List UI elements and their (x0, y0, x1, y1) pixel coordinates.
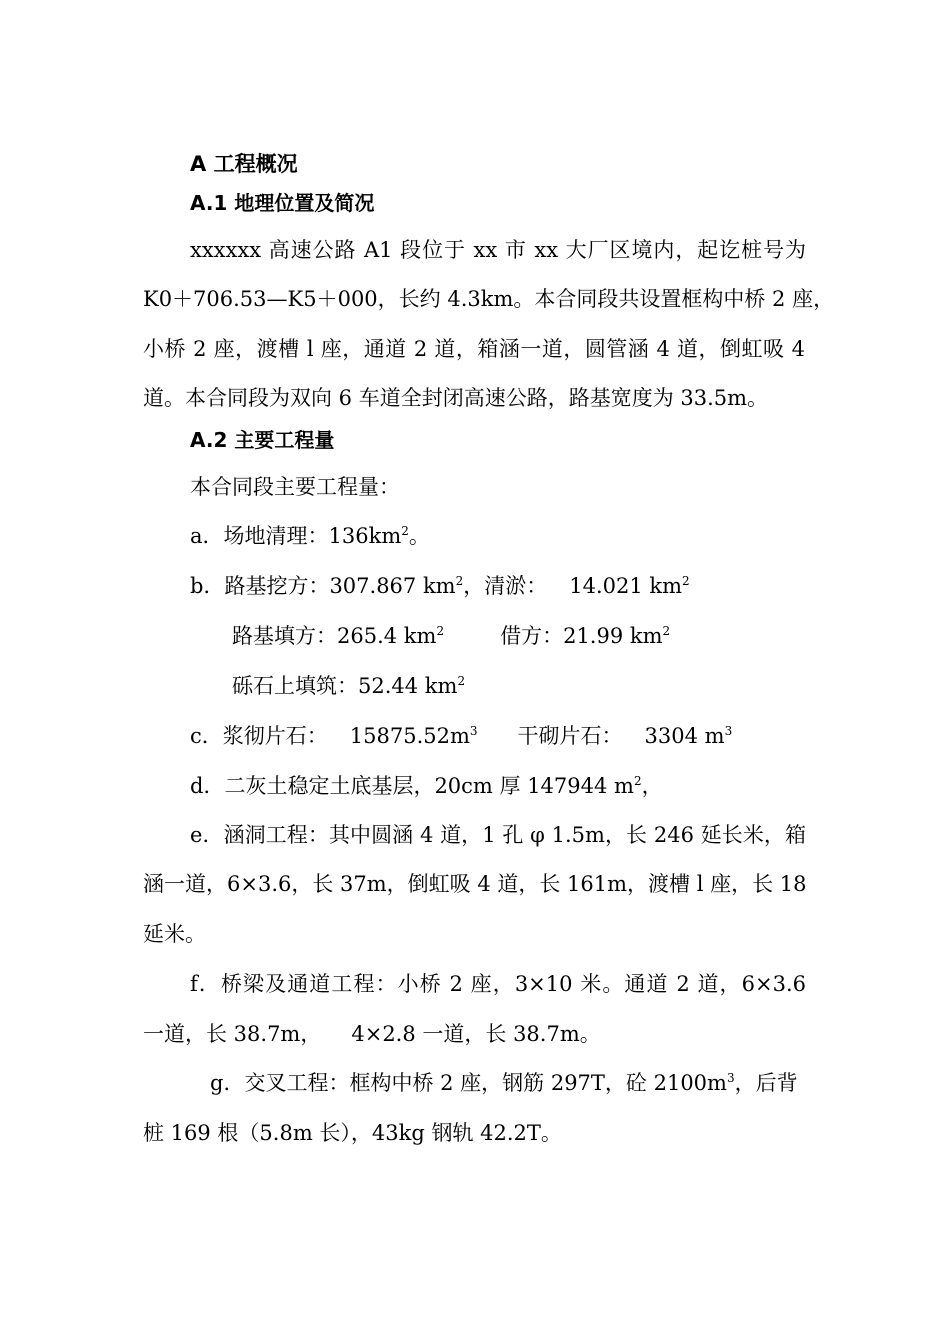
section-title: A 工程概况 (190, 152, 298, 176)
item-f-line: 一道，长 38.7m， 4×2.8 一道，长 38.7m。 (143, 1022, 601, 1046)
item-c: c．浆彻片石： $15875.52m^3$ 干砌片石： 3304 $m^3$ (190, 724, 733, 748)
item-d: d．二灰土稳定土底基层，20cm 厚 147944 $m^2$， (190, 774, 663, 798)
item-g-line: g．交叉工程：框构中桥 2 座，钢筋 297T，砼 $2100m^3$，后背 (210, 1071, 798, 1095)
item-f-line: f．桥梁及通道工程：小桥 2 座，3×10 米。通道 2 道，6×3.6 (190, 972, 806, 996)
item-e-line: e．涵洞工程：其中圆涵 4 道，1 孔 φ 1.5m，长 246 延长米，箱 (190, 823, 806, 847)
item-g-line: 桩 169 根（5.8m 长），43kg 钢轨 42.2T。 (143, 1121, 562, 1145)
paragraph-line: xxxxxx 高速公路 A1 段位于 xx 市 xx 大厂区境内，起讫桩号为 (190, 238, 806, 262)
intro-text: 本合同段主要工程量： (190, 475, 400, 499)
item-b: b．路基挖方：307.867 $km^2$，清淤： 14.021 $km^2$ (190, 574, 690, 598)
item-b-gravel: 砾石上填筑：52.44 $km^2$ (232, 674, 466, 698)
item-e-line: 涵一道，6×3.6，长 37m，倒虹吸 4 道，长 161m，渡槽 l 座，长 18 (143, 872, 807, 896)
paragraph-line: K0＋706.53—K5＋000，长约 4.3km。本合同段共设置框构中桥 2 座， (143, 287, 835, 311)
subsection-title-quantities: A.2 主要工程量 (190, 428, 335, 452)
item-a: a．场地清理：$136km^2$。 (190, 524, 430, 548)
item-b-fill: 路基填方：265.4 $km^2$ 借方：21.99 $km^2$ (232, 624, 671, 648)
paragraph-line: 道。本合同段为双向 6 车道全封闭高速公路，路基宽度为 33.5m。 (143, 386, 769, 410)
item-e-line: 延米。 (143, 922, 206, 946)
paragraph-line: 小桥 2 座，渡槽 l 座，通道 2 道，箱涵一道，圆管涵 4 道，倒虹吸 4 (143, 337, 805, 361)
subsection-title-location: A.1 地理位置及简况 (190, 191, 375, 215)
